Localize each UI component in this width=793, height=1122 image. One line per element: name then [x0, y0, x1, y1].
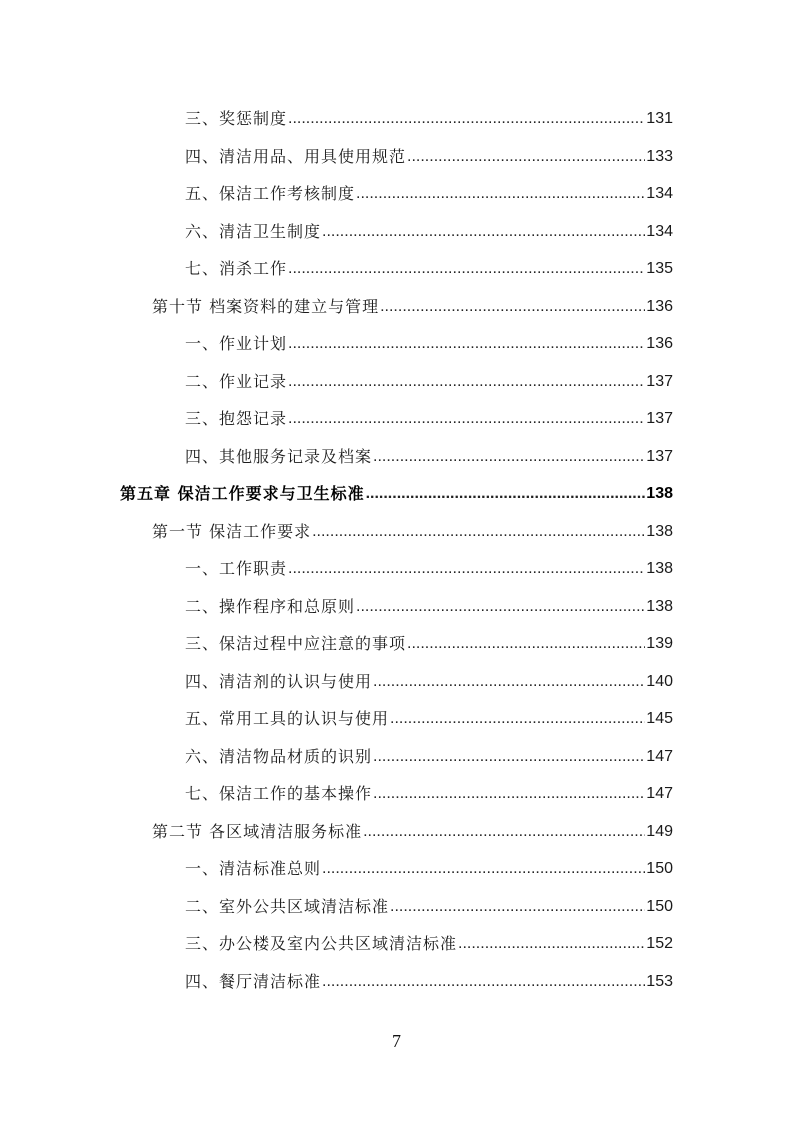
toc-entry-page: 133 [646, 147, 673, 165]
toc-entry-title: 一、工作职责 [185, 559, 288, 578]
toc-entry[interactable] [185, 256, 673, 282]
toc-entry-page: 138 [646, 560, 673, 577]
toc-entry-page: 138 [646, 485, 673, 502]
toc-entry[interactable] [185, 406, 673, 432]
dot-leader [390, 894, 645, 920]
toc-entry-title: 六、清洁物品材质的识别 [185, 746, 373, 766]
toc-entry[interactable] [185, 931, 673, 957]
toc-entry-title: 三、抱怨记录 [185, 409, 288, 428]
toc-entry-title: 二、作业记录 [185, 371, 288, 391]
toc-entry-title: 三、保洁过程中应注意的事项 [185, 634, 407, 653]
toc-entry-title: 七、消杀工作 [185, 259, 288, 278]
toc-entry[interactable] [185, 556, 673, 582]
toc-entry[interactable] [185, 706, 673, 732]
toc-entry-page: 150 [646, 860, 673, 877]
toc-entry-page: 136 [646, 335, 673, 352]
toc-entry[interactable] [185, 969, 673, 995]
toc-entry-page: 138 [646, 522, 673, 540]
toc-entry-title: 二、室外公共区域清洁标准 [185, 896, 390, 916]
dot-leader [407, 631, 645, 657]
toc-entry[interactable] [185, 219, 673, 245]
toc-entry-page: 136 [646, 297, 673, 315]
toc-entry[interactable] [185, 781, 673, 807]
toc-entry-page: 134 [646, 222, 673, 240]
toc-entry-title: 第二节 各区域清洁服务标准 [152, 821, 363, 841]
toc-entry[interactable] [185, 856, 673, 882]
toc-entry-title: 三、办公楼及室内公共区域清洁标准 [185, 934, 458, 953]
dot-leader [373, 444, 645, 470]
toc-entry-title: 一、作业计划 [185, 334, 288, 353]
dot-leader [288, 406, 645, 432]
toc-entry-page: 131 [646, 110, 673, 127]
toc-entry-page: 140 [646, 672, 673, 690]
toc-entry-page: 149 [646, 822, 673, 840]
toc-section-entry[interactable] [152, 294, 673, 320]
dot-leader [288, 369, 645, 395]
dot-leader [322, 219, 645, 245]
toc-entry[interactable] [185, 669, 673, 695]
toc-entry[interactable] [185, 444, 673, 470]
toc-entry-page: 135 [646, 260, 673, 277]
toc-entry-page: 137 [646, 410, 673, 427]
toc-entry[interactable] [185, 144, 673, 170]
dot-leader [322, 969, 645, 995]
dot-leader [356, 181, 645, 207]
toc-entry[interactable] [185, 369, 673, 395]
toc-entry-title: 第十节 档案资料的建立与管理 [152, 296, 380, 316]
page-number: 7 [392, 1031, 401, 1051]
dot-leader [380, 294, 645, 320]
dot-leader [312, 519, 645, 545]
toc-entry-page: 150 [646, 897, 673, 915]
toc-entry-title: 四、清洁用品、用具使用规范 [185, 146, 407, 166]
toc-entry-title: 五、常用工具的认识与使用 [185, 709, 390, 728]
dot-leader [373, 669, 645, 695]
dot-leader [407, 144, 645, 170]
dot-leader [390, 706, 645, 732]
toc-entry-title: 二、操作程序和总原则 [185, 596, 356, 616]
toc-entry-title: 五、保洁工作考核制度 [185, 184, 356, 203]
dot-leader [373, 781, 645, 807]
toc-section-entry[interactable] [152, 819, 673, 845]
toc-entry[interactable] [185, 744, 673, 770]
toc-entry-page: 134 [646, 185, 673, 202]
dot-leader [366, 481, 646, 507]
dot-leader [363, 819, 645, 845]
toc-entry-page: 137 [646, 447, 673, 465]
toc-entry[interactable] [185, 594, 673, 620]
dot-leader [288, 106, 645, 132]
toc-entry-page: 138 [646, 597, 673, 615]
toc-entry-page: 153 [646, 972, 673, 990]
toc-entry-page: 139 [646, 635, 673, 652]
toc-entry-title: 四、清洁剂的认识与使用 [185, 671, 373, 691]
toc-chapter-entry[interactable] [120, 481, 673, 507]
toc-entry-page: 147 [646, 747, 673, 765]
toc-entry-title: 一、清洁标准总则 [185, 859, 322, 878]
toc-entry-title: 第五章 保洁工作要求与卫生标准 [120, 484, 365, 503]
toc-entry-title: 四、其他服务记录及档案 [185, 446, 373, 466]
toc-entry[interactable] [185, 894, 673, 920]
toc-entry-page: 147 [646, 785, 673, 802]
dot-leader [288, 331, 645, 357]
dot-leader [356, 594, 645, 620]
toc-entry[interactable] [185, 181, 673, 207]
toc-section-entry[interactable] [152, 519, 673, 545]
toc-entry-page: 152 [646, 935, 673, 952]
dot-leader [322, 856, 645, 882]
toc-entry[interactable] [185, 631, 673, 657]
toc-entry-title: 六、清洁卫生制度 [185, 221, 322, 241]
toc-entry-page: 145 [646, 710, 673, 727]
dot-leader [288, 256, 645, 282]
toc-entry-page: 137 [646, 372, 673, 390]
dot-leader [458, 931, 645, 957]
toc-entry-title: 四、餐厅清洁标准 [185, 971, 322, 991]
dot-leader [373, 744, 645, 770]
toc-entry-title: 七、保洁工作的基本操作 [185, 784, 373, 803]
toc-entry[interactable] [185, 331, 673, 357]
toc-entry-title: 三、奖惩制度 [185, 109, 288, 128]
toc-entry-title: 第一节 保洁工作要求 [152, 521, 312, 541]
dot-leader [288, 556, 645, 582]
toc-entry[interactable] [185, 106, 673, 132]
